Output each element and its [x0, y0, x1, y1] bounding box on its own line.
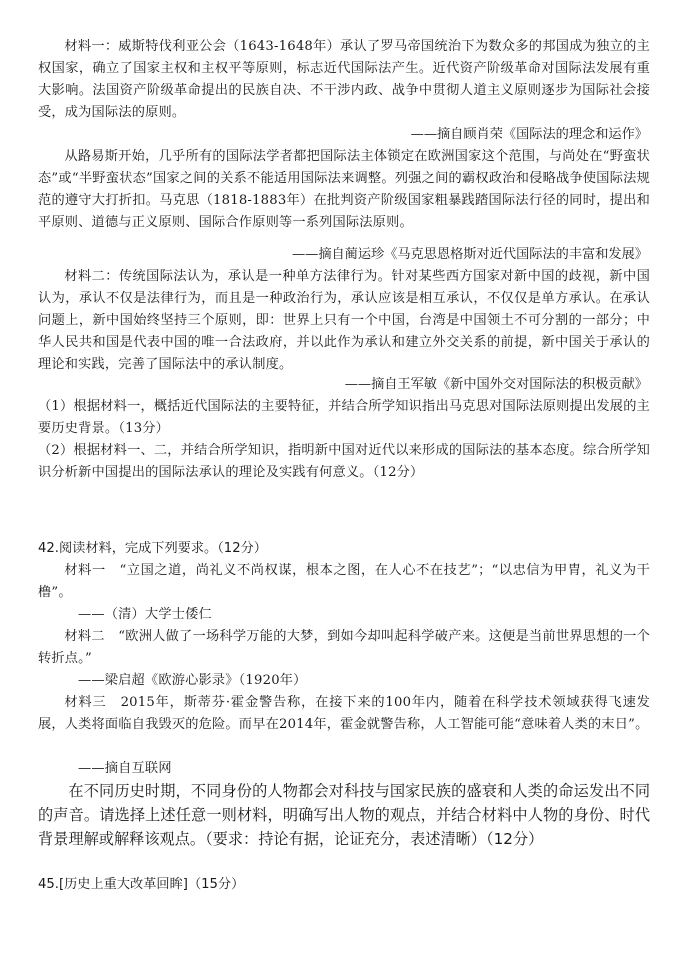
q42-material2: 材料二 “欧洲人做了一场科学万能的大梦，到如今却叫起科学破产来。这便是当前世界思想的一个转折点。” [38, 629, 650, 666]
q42-material1-source: ——（清）大学士倭仁 [78, 607, 212, 622]
q42-material2-source: ——梁启超《欧游心影录》（1920年） [78, 673, 307, 688]
q41-material2-paragraph: 材料二：传统国际法认为，承认是一种单方法律行为。针对某些西方国家对新中国的歧视，新中国认为，承认不仅是法律行为，而且是一种政治行为，承认应该是相互承认，不仅仅是单方承认。在承认问题上，新中国始终坚持三个原则，即：世界上只有一个中国，台湾是中国领土不可分割的一部分；中华人民共和国是代表中国的唯一合法政府，并以此作为承认和建立外交关系的前提，新中国关于承认的理论和实践，完善了国际法中的承认制度。 [38, 269, 650, 372]
q41-material1-source1: ——摘自顾肖荣《国际法的理念和运作》 [410, 127, 648, 142]
q41-question2: （2）根据材料一、二，并结合所学知识，指明新中国对近代以来形成的国际法的基本态度。综合所学知识分析新中国提出的国际法承认的理论及实践有何意义。（12分） [38, 443, 650, 480]
q42-material1: 材料一 “立国之道，尚礼义不尚权谋，根本之图，在人心不在技艺”；“以忠信为甲胄，礼义为干橹”。 [38, 563, 650, 600]
q41-material1-paragraph1: 材料一：威斯特伐利亚公会（1643-1648年）承认了罗马帝国统治下为数众多的邦国成为独立的主权国家，确立了国家主权和主权平等原则，标志近代国际法产生。近代资产阶级革命对国际法发展有重大影响。法国资产阶级革命提出的民族自决、不干涉内政、战争中贯彻人道主义原则逐步为国际社会接受，成为国际法的原则。 [38, 39, 650, 120]
q45-heading: 45.[历史上重大改革回眸]（15分） [38, 877, 245, 892]
q42-task: 在不同历史时期，不同身份的人物都会对科技与国家民族的盛衰和人类的命运发出不同的声音。请选择上述任意一则材料，明确写出人物的观点，并结合材料中人物的身份、时代背景理解或解释该观点。（要求：持论有据，论证充分，表述清晰）（12分） [38, 782, 650, 848]
q41-material1-source2: ——摘自蔺运珍《马克思恩格斯对近代国际法的丰富和发展》 [291, 247, 648, 262]
q41-question1: （1）根据材料一，概括近代国际法的主要特征，并结合所学知识指出马克思对国际法原则提出发展的主要历史背景。（13分） [38, 399, 650, 436]
q42-material3: 材料三 2015年，斯蒂芬·霍金警告称，在接下来的100年内，随着在科学技术领域获得飞速发展，人类将面临自我毁灭的危险。而早在2014年，霍金就警告称，人工智能可能“意味着人类的末日”。 [38, 695, 650, 732]
q41-material1-paragraph2: 从路易斯开始，几乎所有的国际法学者都把国际法主体锁定在欧洲国家这个范围，与尚处在“野蛮状态”或“半野蛮状态”国家之间的关系不能适用国际法来调整。列强之间的霸权政治和侵略战争使国际法规范的遵守大打折扣。马克思（1818-1883年）在批判资产阶级国家粗暴践踏国际法行径的同时，提出和平原则、道德与正义原则、国际合作原则等一系列国际法原则。 [38, 149, 650, 230]
q42-heading: 42.阅读材料，完成下列要求。（12分） [38, 541, 267, 556]
q42-material3-source: ——摘自互联网 [78, 761, 172, 776]
q41-material2-source: ——摘自王军敏《新中国外交对国际法的积极贡献》 [344, 377, 648, 392]
